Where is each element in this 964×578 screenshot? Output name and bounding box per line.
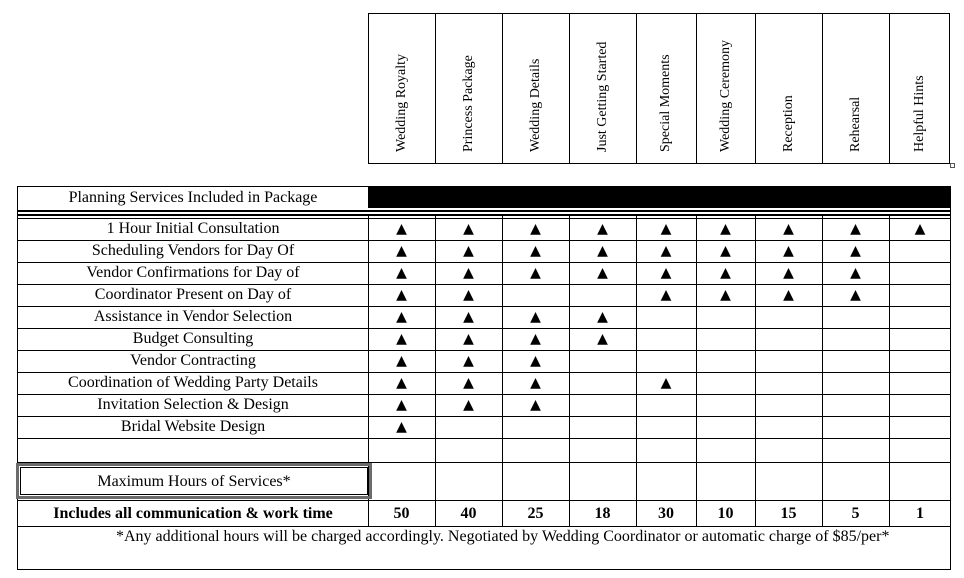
row-line bbox=[17, 500, 951, 501]
package-name: Special Moments bbox=[658, 54, 673, 152]
included-marker: ▲ bbox=[783, 221, 794, 237]
included-marker: ▲ bbox=[396, 221, 407, 237]
included-marker: ▲ bbox=[660, 243, 672, 259]
package-name: Reception bbox=[780, 95, 796, 152]
included-marker: ▲ bbox=[530, 309, 541, 325]
included-marker: ▲ bbox=[463, 375, 474, 391]
included-marker: ▲ bbox=[396, 309, 407, 325]
package-name: Rehearsal bbox=[847, 96, 863, 152]
included-marker: ▲ bbox=[530, 375, 541, 391]
included-marker: ▲ bbox=[597, 331, 608, 347]
included-marker: ▲ bbox=[783, 287, 794, 303]
service-name: Invitation Selection & Design bbox=[97, 396, 289, 413]
header-divider bbox=[368, 186, 369, 208]
col-line bbox=[889, 216, 890, 526]
header-col-line bbox=[755, 13, 756, 164]
header-col-line bbox=[569, 13, 570, 164]
included-marker: ▲ bbox=[530, 221, 541, 237]
included-marker: ▲ bbox=[850, 287, 861, 303]
included-marker: ▲ bbox=[396, 243, 407, 259]
service-name: Vendor Contracting bbox=[130, 352, 256, 369]
included-marker: ▲ bbox=[463, 221, 474, 237]
included-marker: ▲ bbox=[783, 265, 794, 281]
header-label: Planning Services Included in Package bbox=[68, 189, 318, 206]
package-name: Wedding Ceremony bbox=[717, 39, 733, 152]
package-name: Princess Package bbox=[460, 55, 476, 152]
included-marker: ▲ bbox=[914, 221, 926, 237]
included-marker: ▲ bbox=[660, 375, 672, 391]
header-col-line bbox=[822, 13, 823, 164]
service-name: Assistance in Vendor Selection bbox=[93, 308, 293, 325]
header-col-line bbox=[435, 13, 436, 164]
included-marker: ▲ bbox=[463, 353, 474, 369]
service-name: Scheduling Vendors for Day Of bbox=[91, 242, 295, 259]
included-marker: ▲ bbox=[720, 287, 731, 303]
included-marker: ▲ bbox=[660, 287, 672, 303]
service-name: Coordinator Present on Day of bbox=[94, 286, 292, 303]
hours-value: 1 bbox=[916, 505, 924, 522]
included-marker: ▲ bbox=[597, 243, 608, 259]
hours-row-label: Includes all communication & work time bbox=[53, 505, 333, 522]
included-marker: ▲ bbox=[463, 309, 474, 325]
service-name: Bridal Website Design bbox=[120, 418, 266, 435]
service-name: Budget Consulting bbox=[132, 330, 254, 347]
included-marker: ▲ bbox=[660, 221, 672, 237]
package-name: Wedding Royalty bbox=[393, 53, 409, 152]
included-marker: ▲ bbox=[660, 265, 672, 281]
package-name: Just Getting Started bbox=[594, 41, 610, 152]
header-col-line bbox=[502, 13, 503, 164]
header-col-line bbox=[696, 13, 697, 164]
package-name: Helpful Hints bbox=[912, 75, 927, 152]
included-marker: ▲ bbox=[463, 287, 474, 303]
hours-value: 10 bbox=[717, 505, 734, 522]
included-marker: ▲ bbox=[720, 265, 731, 281]
included-marker: ▲ bbox=[396, 287, 407, 303]
included-marker: ▲ bbox=[720, 221, 731, 237]
included-marker: ▲ bbox=[463, 243, 474, 259]
header-col-line bbox=[636, 13, 637, 164]
service-name: Vendor Confirmations for Day of bbox=[86, 264, 300, 281]
included-marker: ▲ bbox=[720, 243, 731, 259]
included-marker: ▲ bbox=[396, 331, 407, 347]
hours-value: 18 bbox=[594, 505, 611, 522]
hours-value: 25 bbox=[527, 505, 544, 522]
max-hours-label: Maximum Hours of Services* bbox=[97, 473, 291, 490]
hours-value: 40 bbox=[460, 505, 477, 522]
row-line bbox=[17, 438, 951, 439]
included-marker: ▲ bbox=[850, 243, 861, 259]
included-marker: ▲ bbox=[530, 353, 541, 369]
service-name: 1 Hour Initial Consultation bbox=[106, 220, 280, 237]
hours-value: 30 bbox=[658, 505, 674, 522]
double-rule-bottom bbox=[17, 214, 951, 216]
included-marker: ▲ bbox=[783, 243, 794, 259]
included-marker: ▲ bbox=[850, 265, 861, 281]
footnote: *Any additional hours will be charged accordingly. Negotiated by Wedding Coordinator or automatic charge of $85/per* bbox=[116, 528, 890, 545]
included-marker: ▲ bbox=[396, 375, 407, 391]
resize-handle bbox=[950, 163, 955, 168]
included-marker: ▲ bbox=[530, 331, 541, 347]
double-rule-top bbox=[17, 210, 951, 212]
included-marker: ▲ bbox=[463, 397, 474, 413]
header-black-bar bbox=[368, 186, 951, 208]
package-name: Wedding Details bbox=[527, 58, 543, 152]
included-marker: ▲ bbox=[463, 265, 474, 281]
included-marker: ▲ bbox=[850, 221, 861, 237]
included-marker: ▲ bbox=[396, 265, 407, 281]
included-marker: ▲ bbox=[597, 309, 608, 325]
header-col-line bbox=[889, 13, 890, 164]
included-marker: ▲ bbox=[463, 331, 474, 347]
hours-value: 50 bbox=[393, 505, 410, 522]
included-marker: ▲ bbox=[396, 353, 407, 369]
service-name: Coordination of Wedding Party Details bbox=[68, 374, 318, 391]
included-marker: ▲ bbox=[597, 265, 608, 281]
hours-value: 5 bbox=[851, 505, 860, 522]
hours-value: 15 bbox=[780, 505, 797, 522]
included-marker: ▲ bbox=[530, 243, 541, 259]
included-marker: ▲ bbox=[396, 419, 407, 435]
included-marker: ▲ bbox=[396, 397, 407, 413]
included-marker: ▲ bbox=[530, 265, 541, 281]
included-marker: ▲ bbox=[530, 397, 541, 413]
included-marker: ▲ bbox=[597, 221, 608, 237]
